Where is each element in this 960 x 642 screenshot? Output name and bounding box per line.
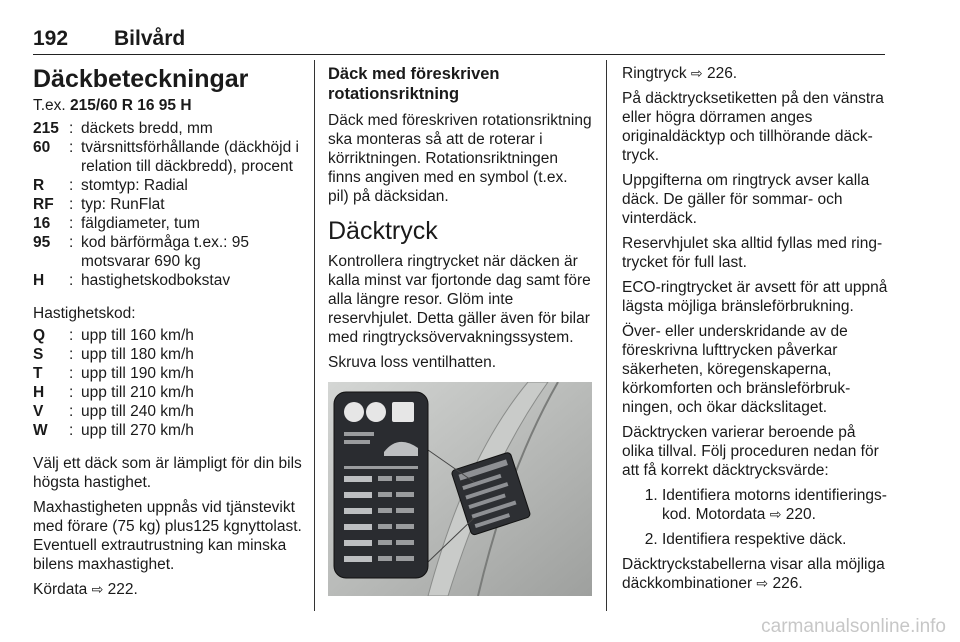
reference-text: Ringtryck [622,65,691,82]
definition-separator: : [69,346,74,363]
arrow-right-icon: ⇨ [690,65,703,81]
definition-separator: : [69,215,74,232]
paragraph-spare-wheel: Reservhjulet ska alltid fyllas med ringtrycket för full last. [622,235,883,271]
page-header [33,24,885,55]
definition-key: W [33,422,48,439]
reference-page: 220. [781,506,816,523]
paragraph-over-under: Över- eller underskridande av de föreskrivna lufttrycken påverkar säkerheten, köregenskaperna, körkomforten och bränsleförbrukningen, och ökar däckslitaget. [622,323,851,416]
watermark: carmanualsonline.info [761,616,946,637]
definition-key: H [33,384,45,401]
paragraph-check-pressure: Kontrollera ringtrycket när däcken är kalla minst var fjortonde dag samt före alla längre resor. Glöm inte reservhjulet. Detta gäller även för bilar med ringtrycksövervakningssystem. [328,253,591,346]
definition-value: däckets bredd, mm [81,120,213,137]
definition-separator: : [69,196,74,213]
arrow-right-icon: ⇨ [756,575,769,591]
definition-value: upp till 270 km/h [81,422,194,439]
page-number: 192 [33,27,69,50]
example-prefix: T.ex. [33,97,71,114]
definition-row [33,119,305,138]
definition-key: Q [33,327,46,344]
kordata-reference [33,580,305,599]
definition-row [33,138,305,176]
definition-row [33,195,305,214]
paragraph-options: Däcktrycken varierar beroende på olika tillval. Följ proceduren nedan för att få korrekt däcktrycksvärde: [622,424,879,479]
definition-separator: : [69,234,74,251]
definition-value: fälgdiameter, tum [81,215,200,232]
arrow-right-icon: ⇨ [769,506,782,522]
definition-row [33,326,305,345]
speed-code-label: Hastighetskod: [33,305,136,322]
procedure-step [662,486,890,524]
paragraph-max-speed: Maxhastigheten uppnås vid tjänstevikt med förare (75 kg) plus125 kgnyttolast. Eventuell extrautrustning kan minska bilens maxhastighet. [33,499,302,573]
definition-value: kod bärförmåga t.ex.: 95 motsvarar 690 kg [81,234,250,270]
definition-separator: : [69,365,74,382]
definition-value: tvärsnittsförhållande (däckhöjd i relation till däckbredd), procent [81,139,299,175]
door-frame-label-drawing [328,382,592,596]
definition-separator: : [69,139,74,156]
definition-row [33,364,305,383]
chapter-title: Bilvård [114,27,186,50]
definition-separator: : [69,120,74,137]
example-line [33,96,305,115]
definition-key: H [33,272,45,289]
paragraph-valve-cap: Skruva loss ventilhatten. [328,354,497,371]
section-title-tyre-markings: Däckbeteckningar [33,65,249,93]
step-text: Identifiera motorns identifieringskod. Motordata [662,487,887,523]
reference-page: 222. [103,581,138,598]
definition-key: 60 [33,139,51,156]
definition-value: upp till 190 km/h [81,365,194,382]
definition-value: hastighetskodbokstav [81,272,231,289]
section-title-tyre-pressure: Däcktryck [328,217,438,245]
paragraph-pressure-tables [622,555,890,593]
paragraph-eco-pressure: ECO-ringtrycket är avsett för att uppnå lägsta möjliga bränsleförbrukning. [622,279,888,315]
reference-text: Kördata [33,581,92,598]
reference-page: 226. [768,575,803,592]
definition-value: upp till 240 km/h [81,403,194,420]
tyre-pressure-label-illustration [328,382,592,596]
definition-row [33,345,305,364]
definition-row [33,176,305,195]
column-3 [622,64,890,599]
section-title-rotation: Däck med föreskriven rotationsriktning [328,65,500,103]
column-divider-1 [314,60,315,611]
definition-separator: : [69,422,74,439]
definition-value: typ: RunFlat [81,196,165,213]
column-divider-2 [606,60,607,611]
code-definition-list [33,119,305,290]
definition-key: 215 [33,120,59,137]
ringtryck-reference [622,64,890,83]
example-code: 215/60 R 16 95 H [70,97,192,114]
arrow-right-icon: ⇨ [91,581,104,597]
definition-row [33,214,305,233]
definition-separator: : [69,327,74,344]
step-text: Identifiera respektive däck. [662,531,847,548]
definition-key: 95 [33,234,51,251]
reference-text: Däcktryckstabellerna visar alla möjliga däckkombinationer [622,556,885,592]
definition-key: RF [33,196,54,213]
definition-value: upp till 180 km/h [81,346,194,363]
paragraph-label-location: På däcktrycksetiketten på den vänstra eller högra dörramen anges originaldäcktyp och tillhörande däcktryck. [622,90,884,164]
definition-row [33,383,305,402]
definition-key: V [33,403,44,420]
definition-row [33,233,305,271]
definition-value: upp till 210 km/h [81,384,194,401]
column-2 [328,64,592,596]
definition-key: T [33,365,43,382]
paragraph-rotation: Däck med föreskriven rotationsriktning ska monteras så att de roterar i körriktningen. Rotationsriktningen finns angiven med en symbol (t.ex. pil) på däcksidan. [328,112,592,205]
definition-key: S [33,346,44,363]
definition-row [33,402,305,421]
paragraph-cold-tyres: Uppgifterna om ringtryck avser kalla däck. De gäller för sommar- och vinterdäck. [622,172,870,227]
speed-code-list [33,326,305,440]
definition-separator: : [69,177,74,194]
procedure-steps [622,486,890,549]
definition-separator: : [69,384,74,401]
definition-separator: : [69,403,74,420]
definition-value: stomtyp: Radial [81,177,188,194]
definition-key: 16 [33,215,51,232]
definition-value: upp till 160 km/h [81,327,194,344]
definition-row [33,421,305,440]
paragraph-speed-choice: Välj ett däck som är lämpligt för din bils högsta hastighet. [33,455,302,491]
column-1 [33,64,305,605]
procedure-step [662,530,890,549]
definition-separator: : [69,272,74,289]
definition-row [33,271,305,290]
reference-page: 226. [702,65,738,82]
definition-key: R [33,177,45,194]
